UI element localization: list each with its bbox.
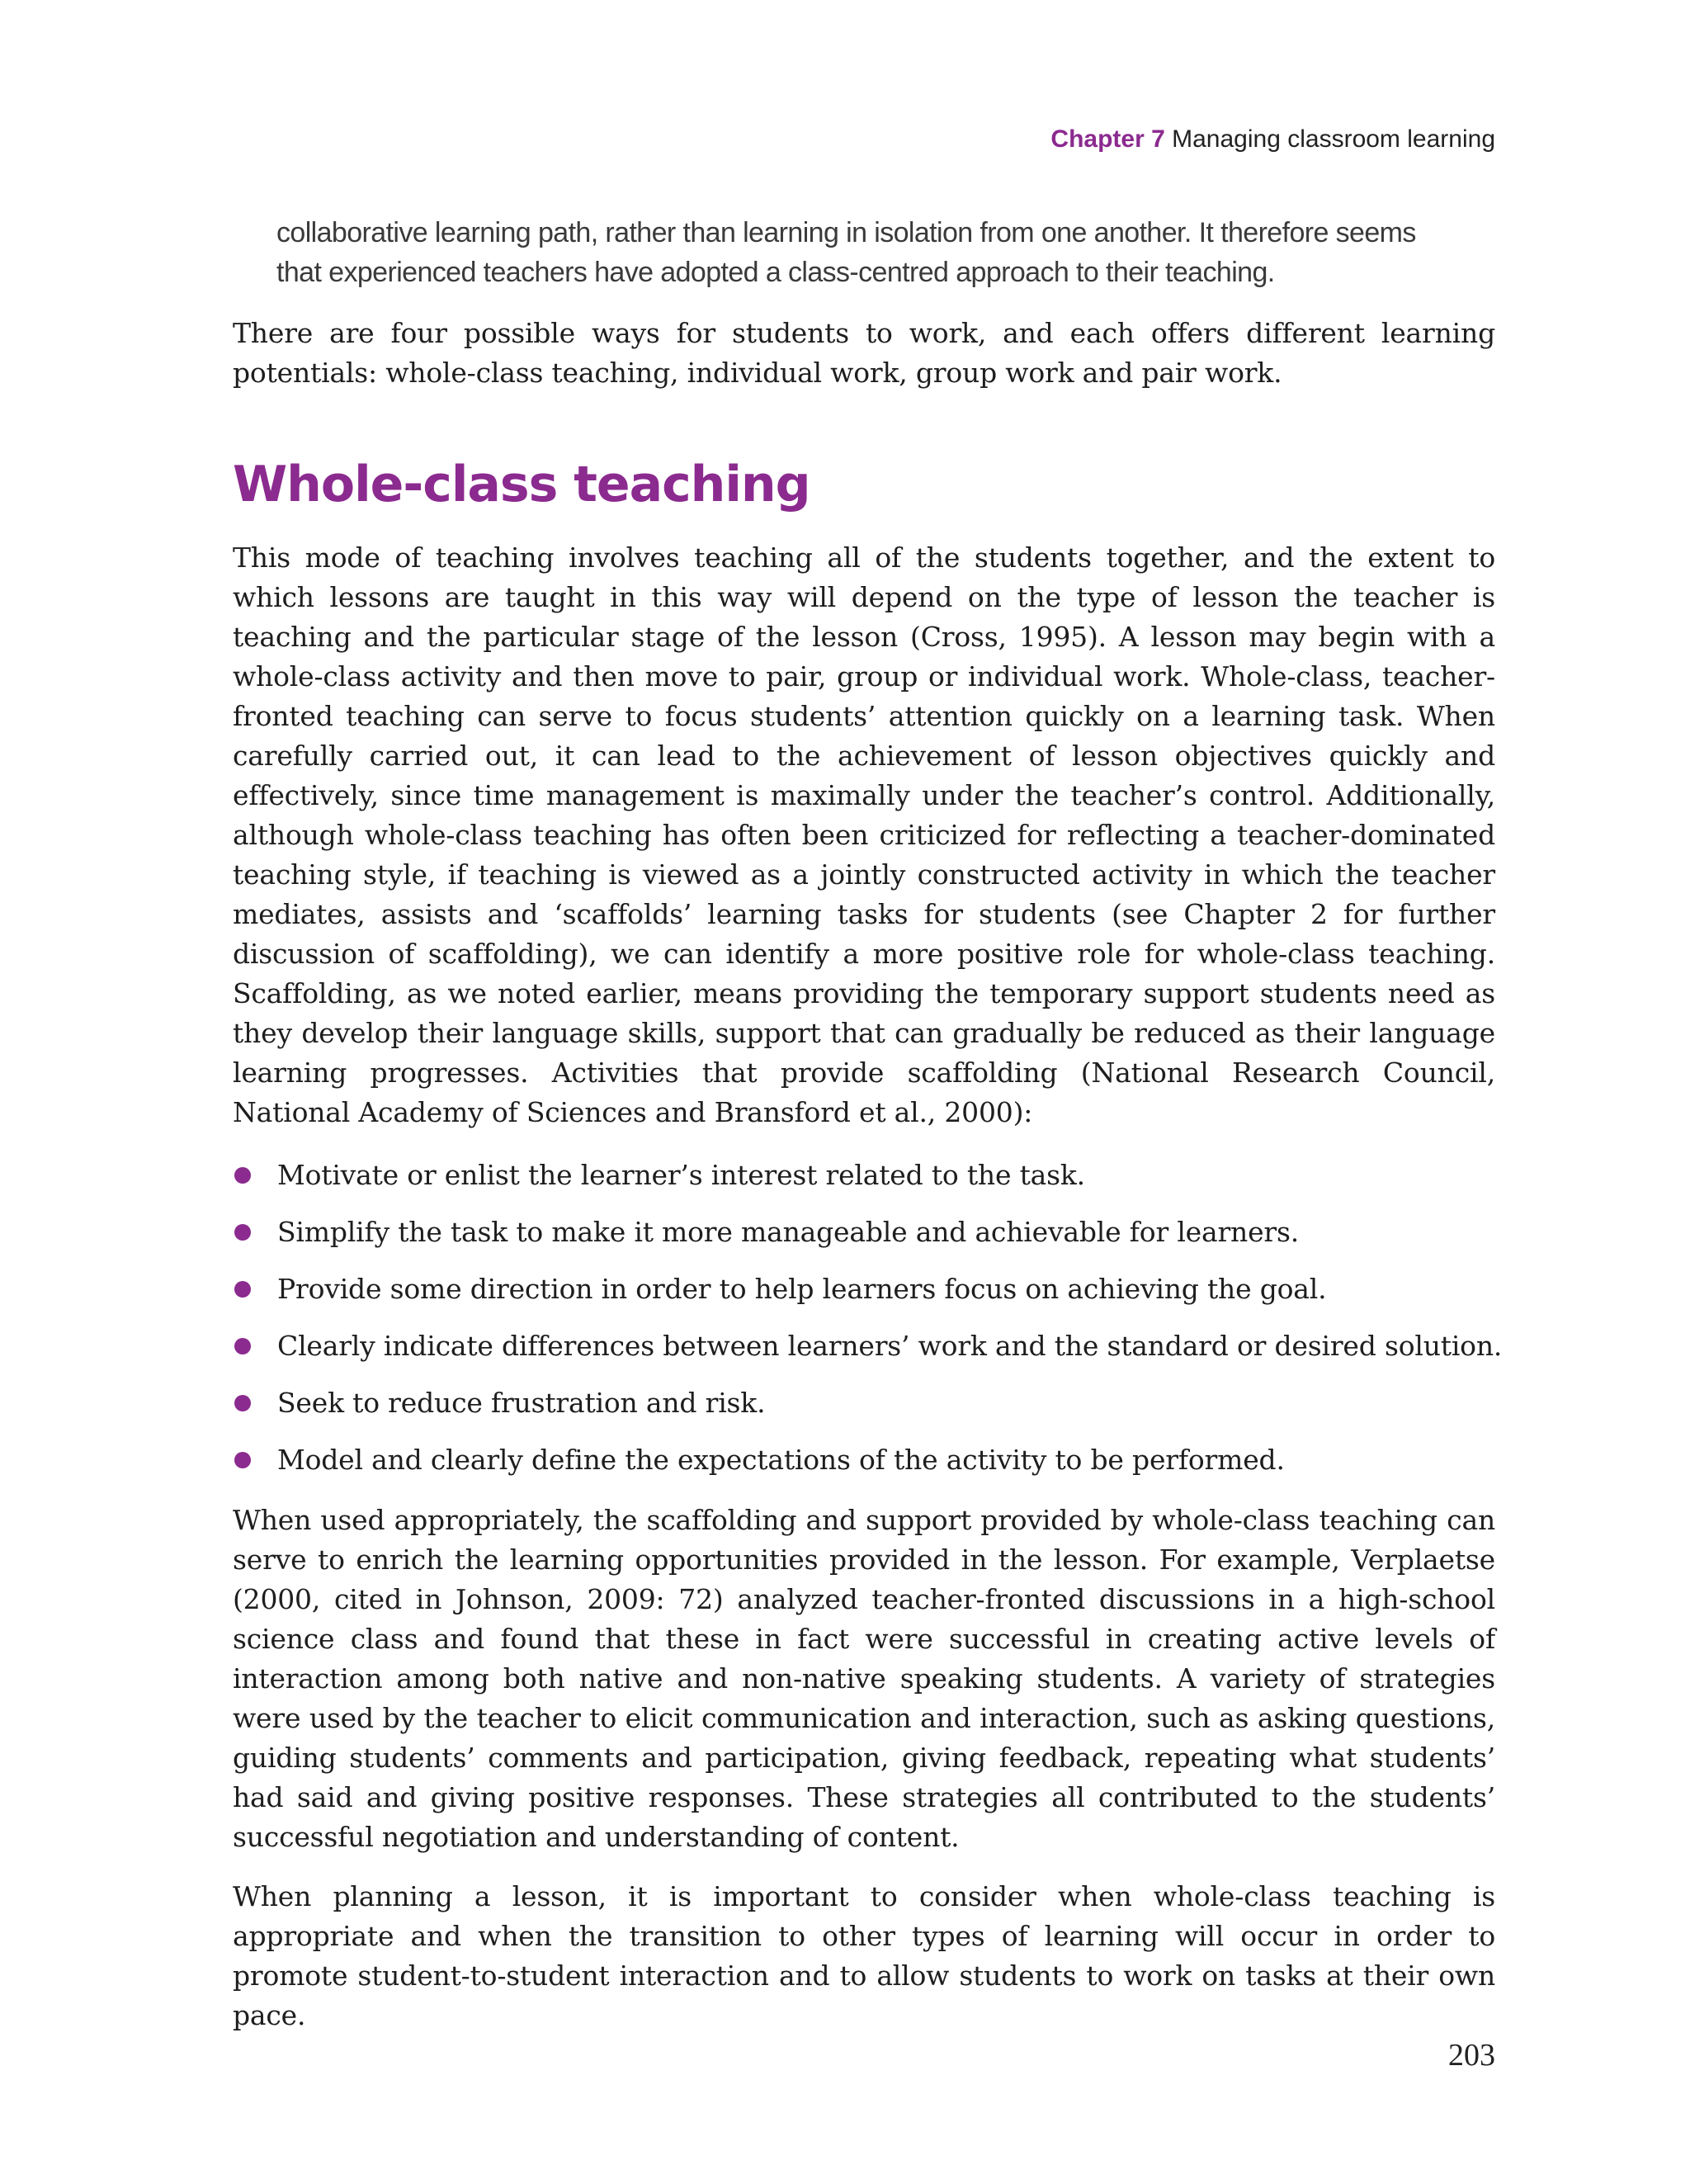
bullet-initial: P bbox=[277, 1273, 296, 1305]
bullet-dot-icon bbox=[234, 1395, 251, 1411]
bullet-dot-icon bbox=[234, 1167, 251, 1184]
scaffolding-bullet-list bbox=[233, 1156, 1503, 1497]
bullet-item-clearly bbox=[233, 1326, 1503, 1383]
bullet-text: learly indicate differences between learners’ work and the standard or desired solution. bbox=[298, 1330, 1503, 1362]
bullet-initial: C bbox=[277, 1330, 299, 1362]
running-header bbox=[1050, 125, 1495, 154]
bullet-initial: M bbox=[277, 1444, 305, 1476]
bullet-text: odel and clearly define the expectations of the activity to be performed. bbox=[304, 1444, 1285, 1476]
bullet-item-simplify bbox=[233, 1213, 1495, 1269]
bullet-item-motivate bbox=[233, 1156, 1495, 1213]
intro-paragraph: There are four possible ways for students to work, and each offers different learning potentials: whole-class teaching, individual work, group work and pair work. bbox=[233, 317, 1495, 389]
bullet-initial: M bbox=[277, 1159, 305, 1191]
bullet-item-provide bbox=[233, 1269, 1495, 1326]
bullet-item-model bbox=[233, 1440, 1495, 1497]
chapter-label: Chapter 7 bbox=[1050, 125, 1165, 153]
bullet-text: implify the task to make it more manageable and achievable for learners. bbox=[295, 1216, 1300, 1248]
bullet-dot-icon bbox=[234, 1281, 251, 1298]
bullet-dot-icon bbox=[234, 1452, 251, 1468]
paragraph-scaffolding-example: When used appropriately, the scaffolding and support provided by whole-class teaching can serve to enrich the learning opportunities provided in the lesson. For example, Verplaetse (2000, cited in Johnson, 2009: 72) analyzed teacher-fronted discussions in a high-school science class and found that these in fact were successful in creating active levels of interaction among both native and non-native speaking students. A variety of strategies were used by the teacher to elicit communication and interaction, such as asking questions, guiding students’ comments and participation, giving feedback, repeating what students’ had said and giving positive responses. These strategies all contributed to the students’ successful negotiation and understanding of content. bbox=[233, 1504, 1495, 1853]
page-number: 203 bbox=[1448, 2038, 1495, 2073]
block-quote: collaborative learning path, rather than learning in isolation from one another. It therefore seems that experienced teachers have adopted a class-centred approach to their teaching. bbox=[276, 217, 1416, 288]
paragraph-whole-class-intro: This mode of teaching involves teaching all of the students together, and the extent to which lessons are taught in this way will depend on the type of lesson the teacher is teaching and the particular stage of the lesson (Cross, 1995). A lesson may begin with a whole-class activity and then move to pair, group or individual work. Whole-class, teacher-fronted teaching can serve to focus students’ attention quickly on a learning task. When carefully carried out, it can lead to the achievement of lesson objectives quickly and effectively, since time management is maximally under the teacher’s control. Additionally, although whole-class teaching has often been criticized for reflecting a teacher-dominated teaching style, if teaching is viewed as a jointly constructed activity in which the teacher mediates, assists and ‘scaffolds’ learning tasks for students (see Chapter 2 for further discussion of scaffolding), we can identify a more positive role for whole-class teaching. Scaffolding, as we noted earlier, means providing the temporary support students need as they develop their language skills, support that can gradually be reduced as their language learning progresses. Activities that provide scaffolding (National Research Council, National Academy of Sciences and Bransford et al., 2000): bbox=[233, 541, 1495, 1128]
bullet-text: otivate or enlist the learner’s interest related to the task. bbox=[304, 1159, 1085, 1191]
bullet-text: eek to reduce frustration and risk. bbox=[295, 1387, 766, 1419]
bullet-initial: S bbox=[277, 1216, 296, 1248]
paragraph-planning: When planning a lesson, it is important to consider when whole-class teaching is appropriate and when the transition to other types of learning will occur in order to promote student-to-student interaction and to allow students to work on tasks at their own pace. bbox=[233, 1880, 1495, 2031]
bullet-dot-icon bbox=[234, 1224, 251, 1241]
chapter-title: Managing classroom learning bbox=[1172, 125, 1495, 153]
section-heading: Whole-class teaching bbox=[233, 456, 810, 513]
bullet-text: rovide some direction in order to help learners focus on achieving the goal. bbox=[295, 1273, 1327, 1305]
bullet-dot-icon bbox=[234, 1338, 251, 1354]
bullet-initial: S bbox=[277, 1387, 296, 1419]
bullet-item-seek bbox=[233, 1383, 1495, 1440]
